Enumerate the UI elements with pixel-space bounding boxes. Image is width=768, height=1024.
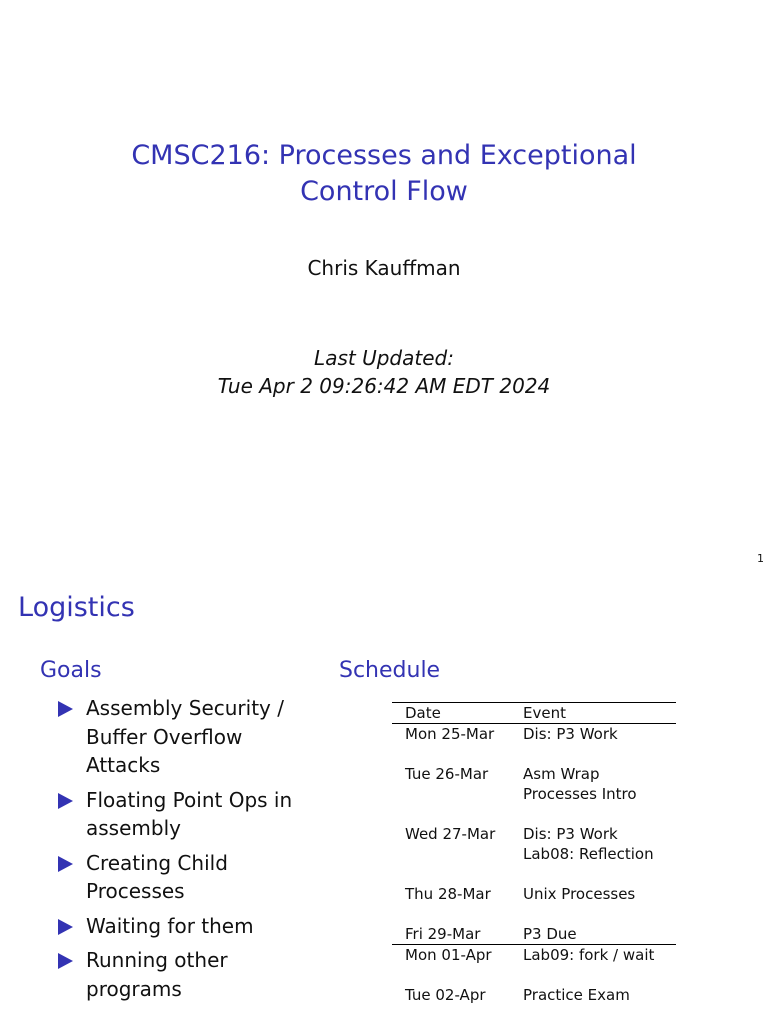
last-updated bbox=[0, 344, 768, 400]
date-cell: Tue 26-Mar bbox=[405, 765, 489, 783]
table-row bbox=[392, 724, 676, 765]
presentation-title: CMSC216: Processes and Exceptional Control Flow bbox=[131, 140, 637, 207]
goal-item bbox=[58, 694, 318, 780]
date-cell: Wed 27-Mar bbox=[405, 825, 496, 843]
schedule-header-row bbox=[392, 703, 676, 724]
event-line: Dis: P3 Work bbox=[523, 725, 618, 743]
goal-item bbox=[58, 912, 318, 941]
table-row bbox=[392, 924, 676, 945]
goal-text: Creating Child Processes bbox=[86, 850, 228, 903]
date-cell: Tue 02-Apr bbox=[405, 986, 486, 1004]
goal-text: Assembly Security / Buffer Overflow Attacks bbox=[86, 696, 284, 777]
goal-item bbox=[58, 786, 318, 843]
table-row bbox=[392, 985, 676, 1005]
last-updated-label: Last Updated: bbox=[314, 346, 454, 370]
event-cell bbox=[510, 924, 676, 945]
event-cell bbox=[510, 764, 676, 824]
event-line: Unix Processes bbox=[523, 885, 636, 903]
event-cell bbox=[510, 945, 676, 986]
page-number: 1 bbox=[757, 552, 764, 565]
goals-heading: Goals bbox=[40, 658, 102, 683]
triangle-bullet-icon bbox=[58, 701, 73, 717]
date-column-header: Date bbox=[405, 704, 441, 722]
goal-item bbox=[58, 946, 318, 1003]
last-updated-value: Tue Apr 2 09:26:42 AM EDT 2024 bbox=[217, 374, 551, 398]
event-line: Practice Exam bbox=[523, 986, 630, 1004]
event-cell bbox=[510, 985, 676, 1005]
event-line: Dis: P3 Work bbox=[523, 825, 618, 843]
date-cell: Thu 28-Mar bbox=[405, 885, 491, 903]
goal-text: Running other programs bbox=[86, 948, 228, 1001]
event-cell bbox=[510, 724, 676, 765]
triangle-bullet-icon bbox=[58, 856, 73, 872]
event-line: Lab08: Reflection bbox=[523, 845, 654, 863]
logistics-slide bbox=[0, 576, 768, 1024]
event-cell bbox=[510, 824, 676, 884]
schedule-table bbox=[392, 702, 676, 1005]
table-row bbox=[392, 764, 676, 824]
goal-text: Floating Point Ops in assembly bbox=[86, 787, 293, 840]
triangle-bullet-icon bbox=[58, 793, 73, 809]
table-row bbox=[392, 824, 676, 884]
event-line: Processes Intro bbox=[523, 785, 637, 803]
table-row bbox=[392, 884, 676, 924]
goals-list bbox=[58, 694, 318, 1009]
goal-item bbox=[58, 849, 318, 906]
date-cell: Mon 01-Apr bbox=[405, 946, 492, 964]
date-cell: Mon 25-Mar bbox=[405, 725, 495, 743]
event-column-header: Event bbox=[523, 704, 566, 722]
table-row bbox=[392, 945, 676, 986]
event-line: P3 Due bbox=[523, 925, 577, 943]
triangle-bullet-icon bbox=[58, 953, 73, 969]
event-cell bbox=[510, 884, 676, 924]
date-cell: Fri 29-Mar bbox=[405, 925, 481, 943]
author-name: Chris Kauffman bbox=[307, 256, 461, 280]
goal-text: Waiting for them bbox=[86, 913, 254, 938]
schedule-heading: Schedule bbox=[339, 658, 441, 683]
event-line: Lab09: fork / wait bbox=[523, 946, 655, 964]
event-line: Asm Wrap bbox=[523, 765, 600, 783]
triangle-bullet-icon bbox=[58, 919, 73, 935]
slide-title: Logistics bbox=[18, 592, 135, 623]
